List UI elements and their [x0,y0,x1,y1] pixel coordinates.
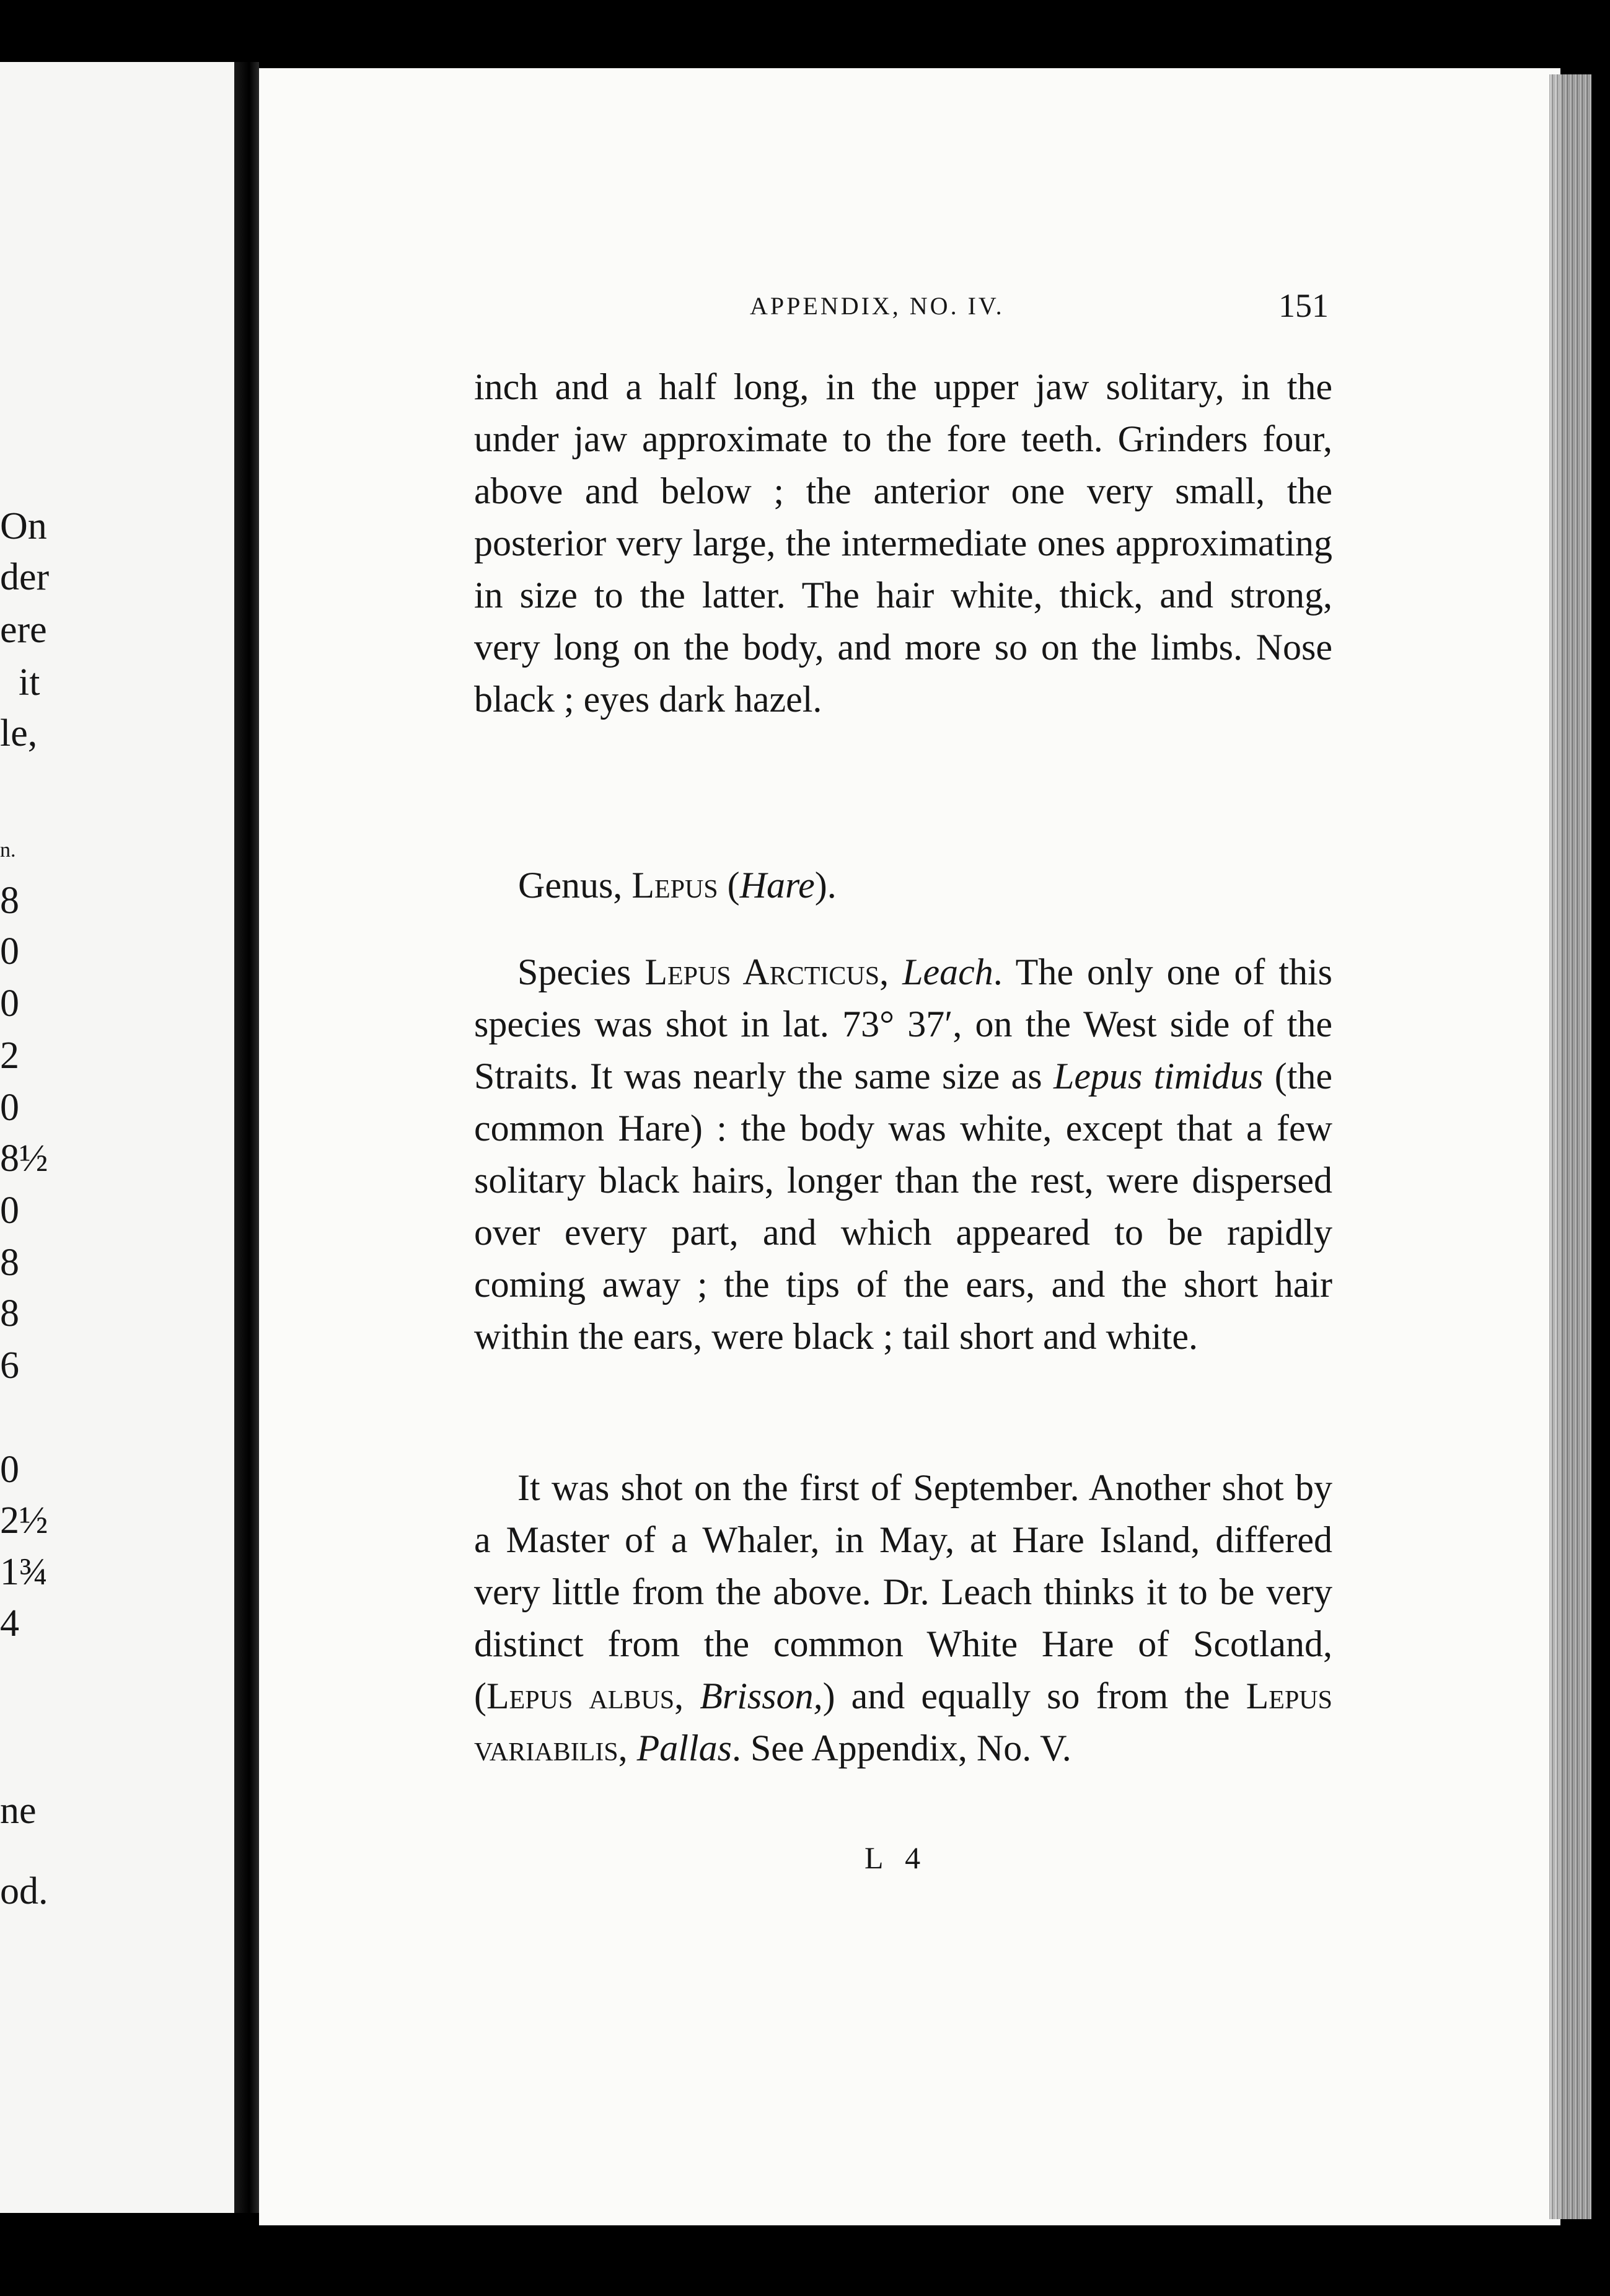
occurrence-text-c: . See Appendix, No. V. [731,1728,1071,1768]
species-lepus-timidus: Lepus timidus [1053,1056,1264,1097]
left-fragment: 0 [0,1087,19,1129]
left-fragment: le, [0,712,38,754]
left-fragment: 0 [0,982,19,1025]
lepus-albus: Lepus albus [486,1676,675,1716]
paragraph-occurrence [474,1462,1332,1774]
left-fragment: it [19,661,40,704]
left-fragment: 4 [0,1602,19,1645]
left-page [0,62,234,2213]
occurrence-text-b: ) and equally so from the [822,1676,1246,1716]
species-text-b: (the common Hare) : the body was white, except that a few solitary black hairs, longer than the rest, were dispersed over every part, and which appeared to be rapidly coming away ; the tips of the ears, and the short hair within the ears, were black ; tail short and white. [474,1056,1333,1357]
book-gutter [234,62,259,2213]
genus-common-name: Hare [739,865,815,906]
author-pallas: Pallas [636,1728,732,1768]
left-fragment: 6 [0,1344,19,1387]
left-fragment: 0 [0,1190,19,1232]
species-text-a: . The only one of this species was shot in lat. 73° 37′, on the West side of the Straits. It was nearly the same size as [474,952,1333,1097]
page-edges [1549,74,1591,2219]
genus-name: Lepus [631,865,718,906]
author-brisson: Brisson, [700,1676,823,1716]
running-head: APPENDIX, NO. IV. [750,292,1005,320]
species-author: Leach [902,952,993,992]
occurrence-comma-1: , [674,1676,700,1716]
occurrence-comma-2: , [618,1728,637,1768]
occurrence-text-a: It was shot on the first of September. Another shot by a Master of a Whaler, in May, at Hare Island, differed very little from the above. Dr. Leach thinks it to be very distinct from the common White Hare of Scotland, ( [474,1467,1332,1716]
left-fragment: od. [0,1870,48,1912]
left-fragment: 8 [0,1242,19,1284]
left-page-fragments [0,62,234,2213]
lepus-variabilis: Lepus variabilis [474,1676,1332,1768]
signature-mark: L 4 [864,1840,928,1875]
left-fragment: 1¾ [0,1551,48,1593]
left-fragment: der [0,556,50,598]
left-fragment: n. [0,839,16,862]
species-name: Lepus Arcticus [644,952,880,992]
left-fragment: ne [0,1790,37,1832]
species-prefix: Species [517,952,645,992]
left-fragment: 0 [0,1449,19,1491]
genus-paren-open: ( [718,865,740,906]
left-fragment: 0 [0,930,19,973]
genus-prefix: Genus, [518,865,632,906]
left-fragment: ere [0,609,47,651]
page-number: 151 [1278,287,1329,324]
genus-heading [518,859,837,911]
left-fragment: 2½ [0,1499,48,1542]
left-fragment: 8 [0,880,19,922]
paragraph-dentition: inch and a half long, in the upper jaw solitary, in the under jaw approximate to the fore teeth. Grinders four, above and below ; the anterior one very small, the posterior very large, the intermediate ones approximating in size to the latter. The hair white, thick, and strong, very long on the body, and more so on the limbs. Nose black ; eyes dark hazel. [474,366,1332,720]
left-fragment: 8 [0,1292,19,1335]
left-fragment: 2 [0,1035,19,1077]
left-fragment: On [0,505,47,547]
paragraph-species [474,946,1332,1362]
species-comma: , [879,952,903,992]
left-fragment: 8½ [0,1137,48,1180]
genus-paren-close: ). [814,865,837,906]
